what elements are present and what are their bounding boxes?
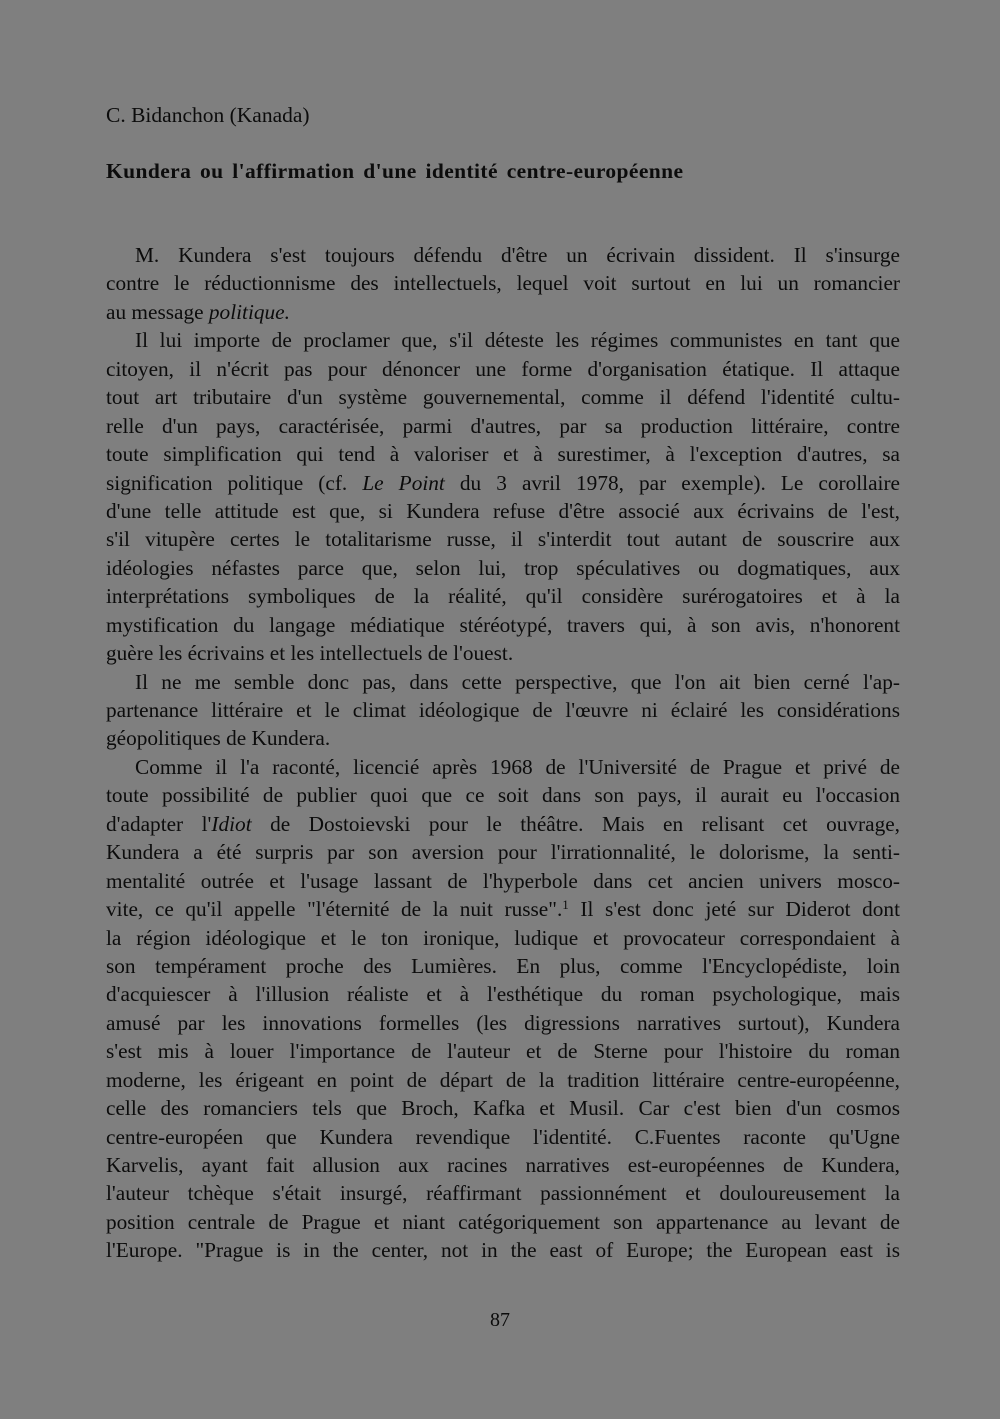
text-line: la région idéologique et le ton ironique, ludique et provocateur correspondaient à (106, 925, 900, 950)
text-line: centre-européen que Kundera revendique l'identité. C.Fuentes raconte qu'Ugne (106, 1124, 900, 1149)
text-line: toute simplification qui tend à valoriser et à surestimer, à l'exception d'autres, sa (106, 442, 900, 467)
text-line: citoyen, il n'écrit pas pour dénoncer une forme d'organisation étatique. Il attaque (106, 356, 900, 381)
text-line: d'acquiescer à l'illusion réaliste et à l'esthétique du roman psychologique, mais (106, 982, 900, 1007)
text-line: interprétations symboliques de la réalité, qu'il considère surérogatoires et à la (106, 584, 900, 609)
text-line: Kundera a été surpris par son aversion pour l'irrationnalité, le dolorisme, la senti- (106, 840, 900, 865)
text-run: d'adapter l' (106, 811, 212, 836)
text-run: vite, ce qu'il appelle "l'éternité de la nuit russe". (106, 897, 563, 922)
text-line: partenance littéraire et le climat idéologique de l'œuvre ni éclairé les considérations (106, 698, 900, 722)
text-line: Comme il l'a raconté, licencié après 1968 de l'Université de Prague et privé de (135, 754, 900, 779)
text-run: au message (106, 299, 209, 324)
text-line: tout art tributaire d'un système gouvernemental, comme il défend l'identité cultu- (106, 385, 900, 410)
text-line: position centrale de Prague et niant catégoriquement son appartenance au levant de (106, 1209, 900, 1234)
text-line: relle d'un pays, caractérisée, parmi d'autres, par sa production littéraire, contre (106, 413, 900, 438)
text-line: amusé par les innovations formelles (les digressions narratives surtout), Kundera (106, 1010, 900, 1035)
text-run: de Dostoievski pour le théâtre. Mais en relisant cet ouvrage, (251, 811, 900, 836)
text-line: l'auteur tchèque s'était insurgé, réaffirmant passionnément et douloureusement la (106, 1181, 900, 1206)
text-line: idéologies néfastes parce que, selon lui, trop spéculatives ou dogmatiques, aux (106, 555, 900, 580)
text-run: du 3 avril 1978, par exemple). Le corollaire (444, 470, 900, 495)
text-run: Il s'est donc jeté sur Diderot dont (568, 897, 900, 922)
text-line: moderne, les érigeant en point de départ de la tradition littéraire centre-européenne, (106, 1067, 900, 1092)
text-run: signification politique (cf. (106, 470, 363, 495)
article-title: Kundera ou l'affirmation d'une identité centre-européenne (106, 159, 684, 183)
italic-word: politique. (208, 299, 290, 324)
author-line: C. Bidanchon (Kanada) (106, 103, 310, 127)
text-line: celle des romanciers tels que Broch, Kafka et Musil. Car c'est bien d'un cosmos (106, 1096, 900, 1121)
text-line: guère les écrivains et les intellectuels de l'ouest. (106, 641, 514, 666)
page-number: 87 (490, 1309, 510, 1331)
journal-title: Le Point (362, 470, 445, 495)
text-line: toute possibilité de publier quoi que ce soit dans son pays, il aurait eu l'occasion (106, 783, 900, 808)
text-line (106, 895, 900, 923)
text-line: l'Europe. "Prague is in the center, not in the east of Europe; the European east is (106, 1238, 900, 1263)
text-line: Il lui importe de proclamer que, s'il déteste les régimes communistes en tant que (135, 328, 900, 353)
article-body (106, 241, 900, 1265)
text-line: s'est mis à louer l'importance de l'auteur et de Sterne pour l'histoire du roman (106, 1039, 900, 1064)
text-line (106, 469, 900, 497)
text-line: contre le réductionnisme des intellectuels, lequel voit surtout en lui un romancier (106, 271, 900, 296)
book-title: Idiot (211, 811, 252, 836)
text-line: d'une telle attitude est que, si Kundera refuse d'être associé aux écrivains de l'est, (106, 498, 900, 523)
text-line: mentalité outrée et l'usage lassant de l'hyperbole dans cet ancien univers mosco- (106, 868, 900, 893)
text-line: s'il vitupère certes le totalitarisme russe, il s'interdit tout autant de souscrire aux (106, 527, 900, 552)
text-line: Karvelis, ayant fait allusion aux racines narratives est-européennes de Kundera, (106, 1153, 900, 1177)
text-line: géopolitiques de Kundera. (106, 726, 331, 751)
text-line (106, 298, 900, 326)
footnote-marker: 1 (562, 897, 569, 913)
text-line (106, 810, 900, 838)
text-line: Il ne me semble donc pas, dans cette perspective, que l'on ait bien cerné l'ap- (135, 669, 900, 694)
text-line: mystification du langage médiatique stéréotypé, travers qui, à son avis, n'honorent (106, 612, 900, 637)
text-line: M. Kundera s'est toujours défendu d'être un écrivain dissident. Il s'insurge (135, 243, 900, 267)
text-line: son tempérament proche des Lumières. En plus, comme l'Encyclopédiste, loin (106, 953, 900, 978)
